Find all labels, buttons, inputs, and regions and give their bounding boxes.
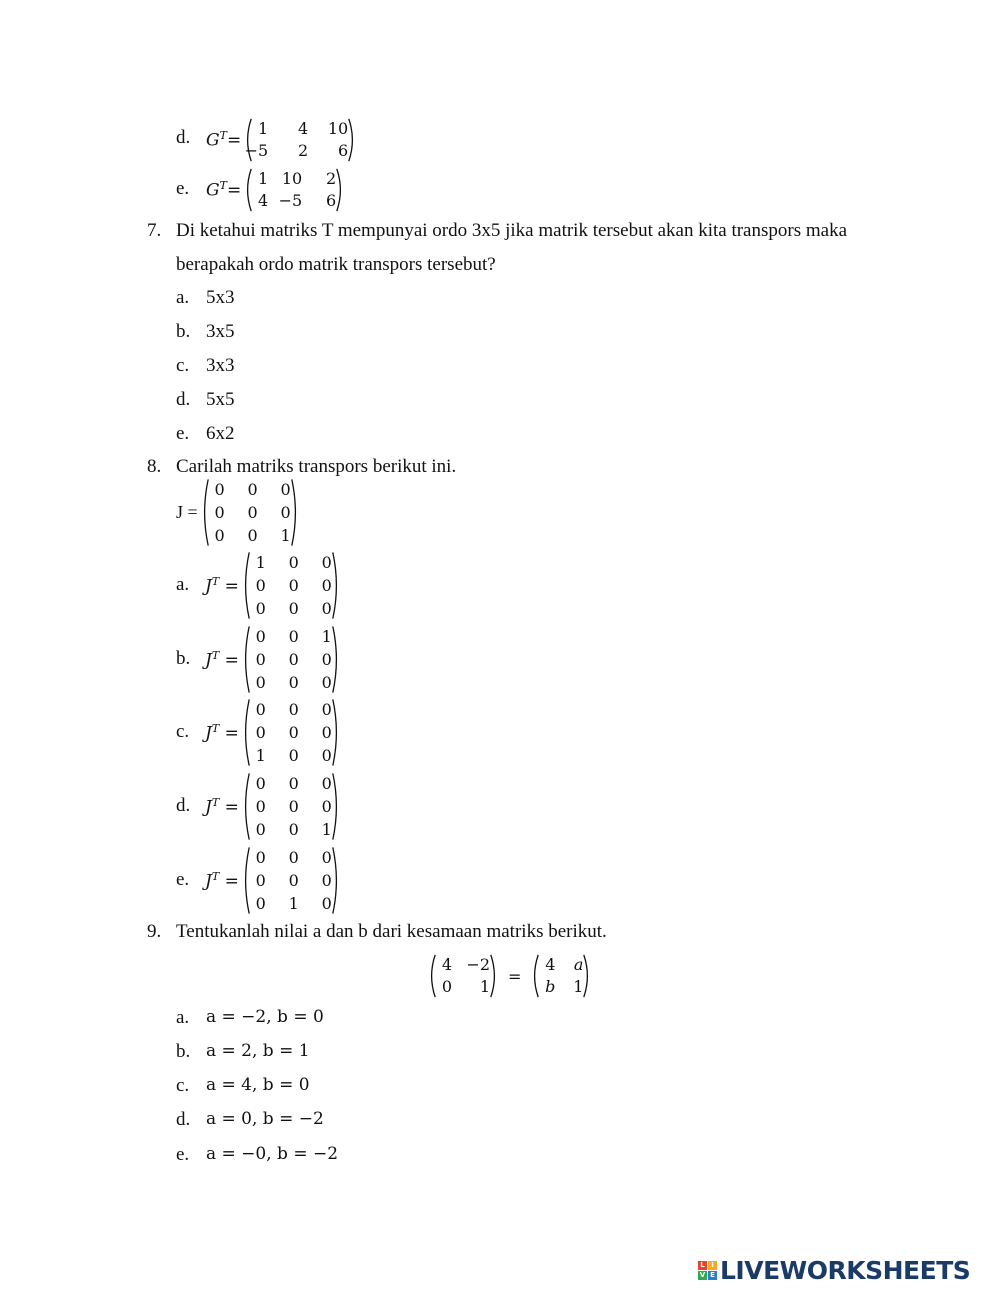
matrix-cell: 0: [321, 650, 332, 669]
q9-rhs-matrix: [531, 954, 591, 998]
matrix-cell: 0: [288, 820, 299, 839]
q9-option-c-text[interactable]: a = 4, b = 0: [206, 1075, 310, 1095]
q9-option-a-text[interactable]: a = −2, b = 0: [206, 1007, 324, 1027]
q7-option-c-label: c.: [176, 355, 190, 376]
matrix-cell: 0: [214, 526, 225, 545]
matrix-cell: 0: [255, 871, 266, 890]
matrix-cell: 0: [288, 650, 299, 669]
matrix-cell: 0: [321, 797, 332, 816]
matrix-cell: 0: [288, 871, 299, 890]
matrix-cell: 0: [247, 526, 258, 545]
q9-option-b-label: b.: [176, 1041, 191, 1062]
q8-option-b-lhs: J: [205, 650, 212, 671]
logo-mark-letter: L: [698, 1261, 707, 1270]
q9-option-c-label: c.: [176, 1075, 190, 1096]
matrix-cell: 0: [255, 627, 266, 646]
q8-option-d-eq: =: [224, 797, 239, 818]
matrix-cell: 0: [214, 503, 225, 522]
q8-option-e-eq: =: [224, 871, 239, 892]
matrix-cell: 2: [326, 169, 337, 188]
q8-option-b-equation[interactable]: [205, 625, 340, 694]
q7-option-c-text[interactable]: 3x3: [206, 355, 235, 376]
matrix-cell: 1: [258, 119, 269, 138]
matrix-cell: 1: [573, 977, 584, 996]
q9-option-e-text[interactable]: a = −0, b = −2: [206, 1144, 339, 1164]
matrix-cell: 0: [288, 553, 299, 572]
matrix-cell: 0: [321, 576, 332, 595]
matrix-cell: 1: [255, 553, 266, 572]
q8-option-a-sup: T: [211, 574, 220, 588]
matrix-cell: 0: [288, 700, 299, 719]
matrix-cell: 0: [288, 627, 299, 646]
q8-option-c-sup: T: [211, 721, 220, 735]
matrix-cell: 4: [258, 191, 269, 210]
q8-option-d-matrix: [242, 772, 340, 841]
q7-option-d-text[interactable]: 5x5: [206, 389, 235, 410]
matrix-cell: 0: [214, 480, 225, 499]
q8-option-c-eq: =: [224, 723, 239, 744]
q8-option-e-equation[interactable]: [205, 846, 340, 915]
matrix-cell: 1: [479, 977, 490, 996]
q7-text-line1: Di ketahui matriks T mempunyai ordo 3x5 jika matrik tersebut akan kita transpors maka: [176, 220, 848, 241]
q6-option-d-matrix: [244, 118, 356, 162]
q8-option-e-label: e.: [176, 869, 190, 890]
q8-option-a-eq: =: [224, 576, 239, 597]
matrix-cell: 0: [288, 797, 299, 816]
matrix-cell: 0: [321, 700, 332, 719]
q6-option-d-label: d.: [176, 127, 191, 148]
q8-option-e-matrix: [242, 846, 340, 915]
matrix-cell: 1: [255, 746, 266, 765]
q6-option-d-equation: [206, 118, 356, 162]
q8-option-b-matrix: [242, 625, 340, 694]
matrix-cell: 0: [247, 503, 258, 522]
q7-option-a-text[interactable]: 5x3: [206, 287, 235, 308]
matrix-cell: 0: [321, 673, 332, 692]
matrix-cell: 0: [255, 700, 266, 719]
q9-matrix-equation: [428, 954, 591, 998]
matrix-cell: 0: [255, 650, 266, 669]
q9-number: 9.: [147, 921, 162, 942]
q9-option-d-text[interactable]: a = 0, b = −2: [206, 1109, 324, 1129]
matrix-cell: 1: [280, 526, 291, 545]
matrix-cell: 0: [321, 894, 332, 913]
matrix-cell: 4: [441, 955, 452, 974]
q8-option-a-lhs: J: [205, 576, 212, 597]
q6-option-e-lhs: G: [206, 180, 220, 201]
matrix-cell: 0: [255, 848, 266, 867]
matrix-cell: 0: [288, 774, 299, 793]
q8-option-a-matrix: [242, 551, 340, 620]
q7-option-b-text[interactable]: 3x5: [206, 321, 235, 342]
q9-option-d-label: d.: [176, 1109, 191, 1130]
q8-number: 8.: [147, 456, 162, 477]
q6-option-e-matrix: [244, 168, 344, 212]
matrix-cell: 1: [258, 169, 269, 188]
q8-option-a-label: a.: [176, 574, 190, 595]
matrix-cell: 6: [338, 141, 349, 160]
matrix-cell: 0: [321, 871, 332, 890]
q7-number: 7.: [147, 220, 162, 241]
matrix-cell: 0: [280, 480, 291, 499]
matrix-cell: 0: [255, 820, 266, 839]
q8-given-matrix: [201, 478, 299, 547]
matrix-cell: 0: [255, 797, 266, 816]
q9-lhs-matrix: [428, 954, 498, 998]
matrix-cell: b: [545, 977, 556, 996]
logo-mark-letter: E: [708, 1271, 717, 1280]
q8-given-label: J =: [176, 502, 198, 522]
q8-text: Carilah matriks transpors berikut ini.: [176, 456, 457, 477]
matrix-cell: 0: [288, 723, 299, 742]
q6-option-d-eq: =: [226, 130, 242, 151]
matrix-cell: 10: [327, 119, 349, 138]
q8-option-b-sup: T: [211, 648, 220, 662]
q7-text-line2: berapakah ordo matrik transpors tersebut?: [176, 254, 496, 275]
q9-option-a-label: a.: [176, 1007, 190, 1028]
matrix-cell: 0: [247, 480, 258, 499]
matrix-cell: 0: [441, 977, 452, 996]
q9-option-e-label: e.: [176, 1144, 190, 1165]
q6-option-d-lhs: G: [206, 130, 220, 151]
matrix-cell: 10: [281, 169, 303, 188]
matrix-cell: 0: [288, 746, 299, 765]
q7-option-a-label: a.: [176, 287, 190, 308]
matrix-cell: 1: [321, 820, 332, 839]
q8-option-c-label: c.: [176, 721, 190, 742]
matrix-cell: 2: [298, 141, 309, 160]
matrix-cell: a: [573, 955, 584, 974]
matrix-cell: 1: [288, 894, 299, 913]
q9-eq-sign: =: [508, 966, 522, 986]
q8-option-d-sup: T: [211, 795, 220, 809]
matrix-cell: 0: [255, 894, 266, 913]
matrix-cell: 0: [321, 553, 332, 572]
matrix-cell: 0: [288, 673, 299, 692]
matrix-cell: 0: [288, 576, 299, 595]
q6-option-e-label: e.: [176, 178, 190, 199]
matrix-cell: 0: [321, 723, 332, 742]
q6-option-e-eq: =: [226, 180, 242, 201]
matrix-cell: −5: [244, 141, 269, 160]
q8-option-e-sup: T: [211, 869, 220, 883]
q9-option-b-text[interactable]: a = 2, b = 1: [206, 1041, 310, 1061]
matrix-cell: −5: [278, 191, 303, 210]
matrix-cell: 1: [321, 627, 332, 646]
matrix-cell: 0: [255, 673, 266, 692]
matrix-cell: 0: [288, 848, 299, 867]
q8-option-c-equation[interactable]: [205, 698, 340, 767]
logo-mark-letter: V: [699, 1271, 706, 1279]
q8-option-b-eq: =: [224, 650, 239, 671]
matrix-cell: 0: [255, 774, 266, 793]
q9-text: Tentukanlah nilai a dan b dari kesamaan matriks berikut.: [176, 921, 607, 942]
q7-option-e-label: e.: [176, 423, 190, 444]
matrix-cell: 0: [288, 599, 299, 618]
q8-option-e-lhs: J: [205, 871, 212, 892]
matrix-cell: 0: [321, 746, 332, 765]
matrix-cell: 0: [280, 503, 291, 522]
q6-option-e-sup: T: [219, 179, 227, 193]
q7-option-e-text[interactable]: 6x2: [206, 423, 235, 444]
matrix-cell: 4: [298, 119, 309, 138]
q8-option-d-equation[interactable]: [205, 772, 340, 841]
liveworksheets-logo: [698, 1256, 970, 1285]
matrix-cell: 0: [255, 599, 266, 618]
matrix-cell: 6: [326, 191, 337, 210]
q6-option-e-equation: [206, 168, 344, 212]
matrix-cell: 0: [321, 774, 332, 793]
q6-option-d-sup: T: [219, 129, 227, 143]
q7-option-d-label: d.: [176, 389, 191, 410]
q8-option-c-matrix: [242, 698, 340, 767]
q8-option-d-lhs: J: [205, 797, 212, 818]
q8-given-equation: [176, 478, 299, 547]
q8-option-a-equation[interactable]: [205, 551, 340, 620]
matrix-cell: 0: [321, 599, 332, 618]
q7-option-b-label: b.: [176, 321, 191, 342]
matrix-cell: 0: [321, 848, 332, 867]
logo-mark-letter: I: [708, 1261, 717, 1270]
q8-option-b-label: b.: [176, 648, 191, 669]
matrix-cell: −2: [466, 955, 490, 974]
q8-option-c-lhs: J: [205, 723, 212, 744]
q8-option-d-label: d.: [176, 795, 191, 816]
matrix-cell: 4: [545, 955, 556, 974]
liveworksheets-logo-icon: [698, 1261, 717, 1280]
matrix-cell: 0: [255, 723, 266, 742]
liveworksheets-logo-text: LIVEWORKSHEETS: [720, 1256, 971, 1285]
matrix-cell: 0: [255, 576, 266, 595]
